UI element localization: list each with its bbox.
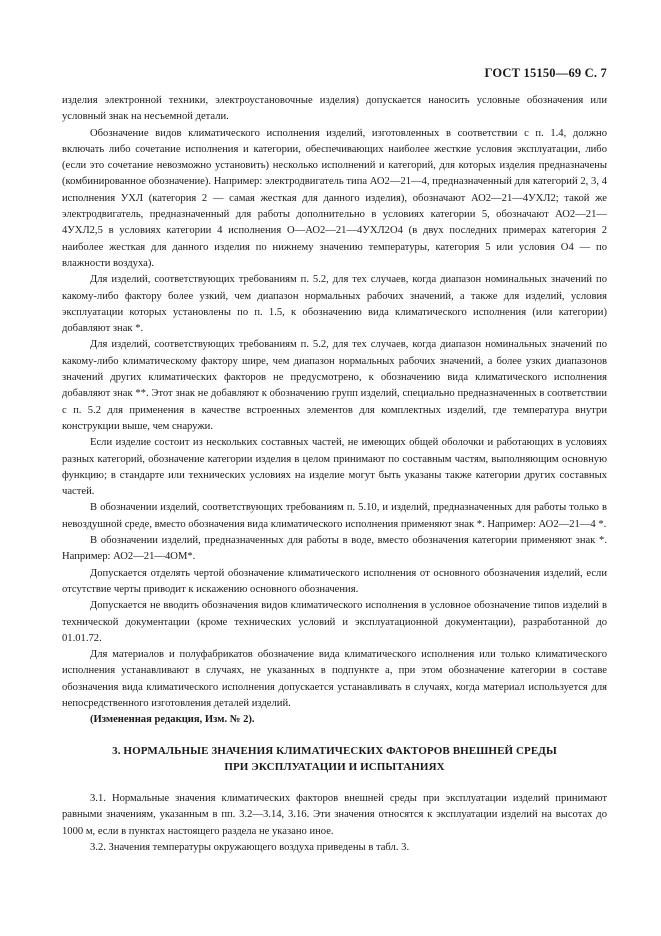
page-header: ГОСТ 15150—69 С. 7 bbox=[484, 66, 607, 80]
paragraph-separator-dash: Допускается отделять чертой обозначение климатического исполнения от основного обозначения изделий, если отсутствие черты приводит к искажению основного обозначения. bbox=[62, 567, 607, 595]
paragraph-wide-range: Для изделий, соответствующих требованиям п. 5.2, для тех случаев, когда диапазон номинальных значений по какому-либо климатическому фактору шире, чем диапазон нормальных рабочих значений, а более узких диапазонов значений других климатических факторов не предусмотрено, к обозначению вида климатического исполнения добавляют знак **. Этот знак не добавляют к обозначению групп изделий, специально предназначенных в соответствии с п. 5.2 для применения в качестве встроенных элементов для комплектных изделий, где температура внутри конструкции выше, чем снаружи. bbox=[62, 339, 607, 432]
revision-note: (Измененная редакция, Изм. № 2). bbox=[90, 714, 255, 726]
paragraph-3-1: 3.1. Нормальные значения климатических факторов внешней среды при эксплуатации изделий принимают равными значениям, указанным в пп. 3.2—3.14, 3.16. Эти значения относятся к эксплуатации изделий на высотах до 1000 м, если в пунктах настоящего раздела не указано иное. bbox=[62, 793, 607, 837]
paragraph-narrow-range: Для изделий, соответствующих требованиям п. 5.2, для тех случаев, когда диапазон номинальных значений по какому-либо фактору более узкий, чем диапазон нормальных рабочих значений, а также для изделий, условия эксплуатации которых установлены по п. 1.5, к обозначению вида климатического исполнения (или категории) добавляют знак *. bbox=[62, 274, 607, 335]
paragraph-composite-products: Если изделие состоит из нескольких составных частей, не имеющих общей оболочки и работающих в условиях разных категорий, обозначение категории изделия в целом принимают по составным частям, выполняющим основную функцию; в стандарте или технических условиях на изделие могут быть указаны также категории других составных частей. bbox=[62, 437, 607, 498]
paragraph-3-2: 3.2. Значения температуры окружающего воздуха приведены в табл. 3. bbox=[90, 842, 410, 854]
paragraph-legacy-documentation: Допускается не вводить обозначения видов климатического исполнения в условное обозначение типов изделий в технической документации (кроме технических условий и эксплуатационной документации), разработанной до 01.01.72. bbox=[62, 600, 607, 644]
document-page bbox=[62, 66, 607, 856]
paragraph-water-operation: В обозначении изделий, предназначенных для работы в воде, вместо обозначения категории применяют знак *. Например: АО2—21—4ОМ*. bbox=[62, 535, 607, 563]
paragraph-combined-designation: Обозначение видов климатического исполнения изделий, изготовленных в соответствии с п. 1.4, должно включать либо сочетание исполнения и категории, обеспечивающих наиболее жесткие условия эксплуатации, либо (если это сочетание невозможно установить) несколько исполнений и категорий, для которых изделия предназначены (комбинированное обозначение). Например: электродвигатель типа АО2—21—4, предназначенный для категорий 2, 3, 4 исполнения УХЛ (категория 2 — самая жесткая для данного изделия), обозначают АО2—21—4УХЛ2; такой же электродвигатель, предназначенный для работы дополнительно в условиях категории 5, обозначают АО2—21—4УХЛ2,5 в условиях категории 4 исполнения О—АО2—21—4УХЛ2О4 (в двух последних примерах категория 2 наиболее жесткая для данного изделия по нижнему значению температуры, категория 5 или условия О4 — по влажности воздуха). bbox=[62, 127, 607, 269]
section-title-line-1: 3. НОРМАЛЬНЫЕ ЗНАЧЕНИЯ КЛИМАТИЧЕСКИХ ФАКТОРОВ ВНЕШНЕЙ СРЕДЫ bbox=[112, 744, 557, 757]
section-title bbox=[62, 743, 607, 776]
paragraph-continuation: изделия электронной техники, электроустановочные изделия) допускается наносить условные обозначения или условный знак на несъемной детали. bbox=[62, 95, 607, 123]
section-title-line-2: ПРИ ЭКСПЛУАТАЦИИ И ИСПЫТАНИЯХ bbox=[224, 760, 445, 773]
paragraph-materials: Для материалов и полуфабрикатов обозначение вида климатического исполнения или только климатического исполнения устанавливают в случаях, не указанных в подпункте а, при этом обозначение категории в составе обозначения вида климатического исполнения допускается устанавливать в случаях, когда материал используется для непосредственного изготовления деталей изделий. bbox=[62, 649, 607, 709]
paragraph-non-air-environment: В обозначении изделий, соответствующих требованиям п. 5.10, и изделий, предназначенных для работы только в невоздушной среде, вместо обозначения вида климатического исполнения применяют знак *. Например: АО2—21—4 *. bbox=[62, 502, 607, 530]
